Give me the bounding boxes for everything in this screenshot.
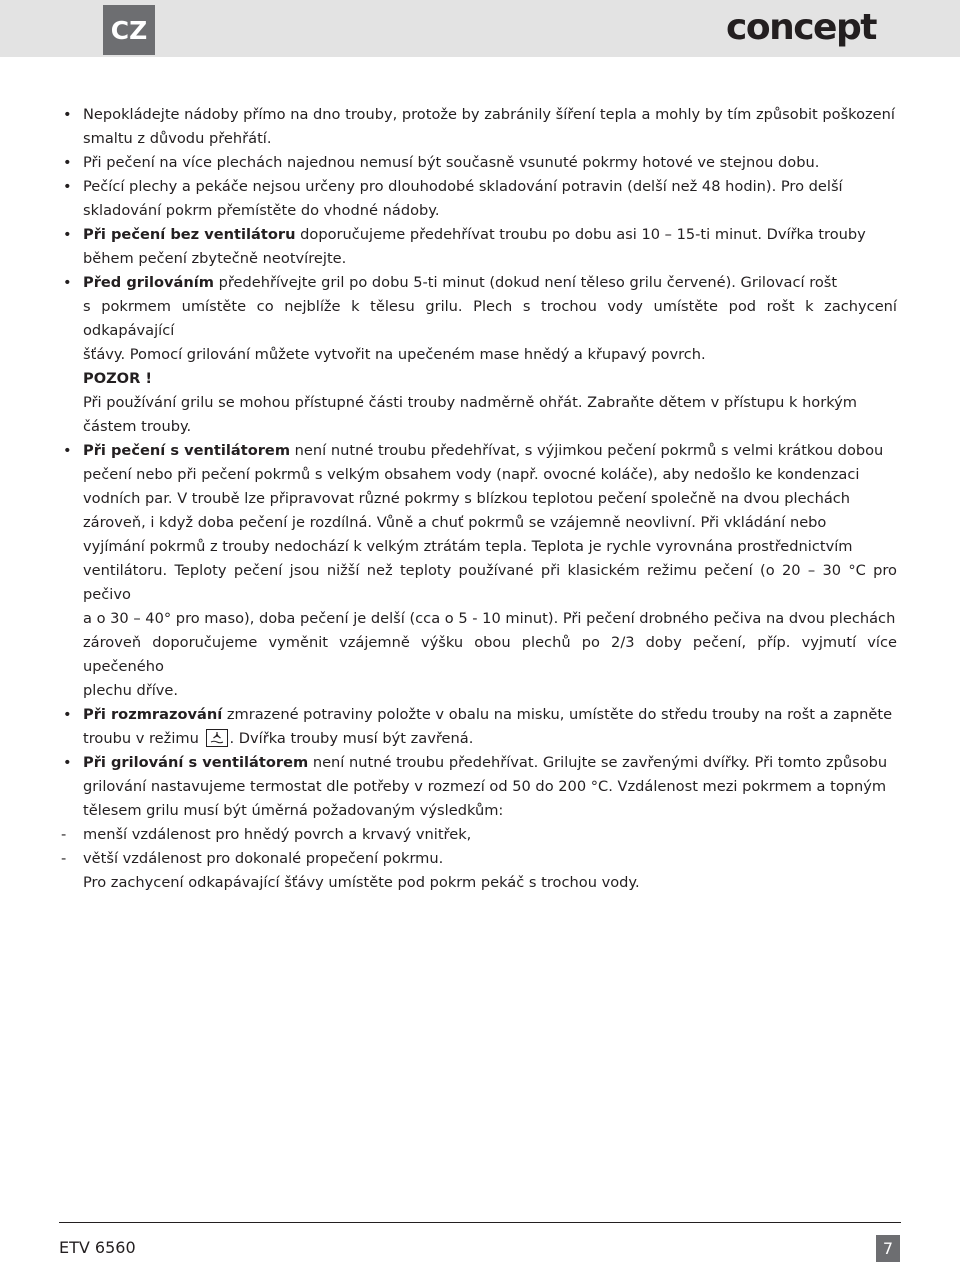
bullet-marker: • xyxy=(63,154,72,171)
text-run: předehřívejte gril po dobu 5-ti minut (dokud není těleso grilu červené). Grilovací rošt xyxy=(213,274,838,291)
footer-divider xyxy=(59,1222,901,1223)
text-line xyxy=(83,223,897,247)
dash-marker: - xyxy=(61,826,67,843)
text-line: větší vzdálenost pro dokonalé propečení pokrmu. xyxy=(83,850,444,867)
bold-lead: Při pečení s ventilátorem xyxy=(83,442,291,459)
text-line: zároveň, i když doba pečení je rozdílná. Vůně a chuť pokrmů se vzájemně neovlivní. Při vkládání nebo xyxy=(83,514,827,531)
bold-lead: Při rozmrazování xyxy=(83,706,223,723)
dash-item xyxy=(59,847,897,871)
warning-line: částem trouby. xyxy=(83,418,192,435)
text-run: není nutné troubu předehřívat, s výjimkou pečení pokrmů s velmi krátkou dobou xyxy=(290,442,884,459)
list-item xyxy=(59,439,897,703)
text-line xyxy=(83,703,897,727)
language-badge: CZ xyxy=(103,5,155,55)
text-line: menší vzdálenost pro hnědý povrch a krvavý vnitřek, xyxy=(83,826,472,843)
list-item xyxy=(59,271,897,439)
text-run: troubu v režimu xyxy=(83,730,199,747)
text-line: Nepokládejte nádoby přímo na dno trouby, protože by zabránily šíření tepla a mohly by tím způsobit poškození xyxy=(83,106,895,123)
bullet-marker: • xyxy=(63,442,72,459)
text-line: během pečení zbytečně neotvírejte. xyxy=(83,250,347,267)
bullet-marker: • xyxy=(63,274,72,291)
list-item xyxy=(59,151,897,175)
bold-lead: Před grilováním xyxy=(83,274,214,291)
bold-lead: Při grilování s ventilátorem xyxy=(83,754,309,771)
text-line: vyjímání pokrmů z trouby nedochází k velkým ztrátám tepla. Teplota je rychle vyrovnána prostřednictvím xyxy=(83,538,853,555)
list-item xyxy=(59,751,897,823)
text-line: plechu dříve. xyxy=(83,682,179,699)
list-item xyxy=(59,703,897,751)
list-item xyxy=(59,103,897,151)
text-line: tělesem grilu musí být úměrná požadovaným výsledkům: xyxy=(83,802,504,819)
text-run: doporučujeme předehřívat troubu po dobu asi 10 – 15-ti minut. Dvířka trouby xyxy=(295,226,866,243)
text-line xyxy=(83,751,897,775)
text-line: a o 30 – 40° pro maso), doba pečení je delší (cca o 5 - 10 minut). Při pečení drobného pečiva na dvou plechách xyxy=(83,610,896,627)
list-item xyxy=(59,175,897,223)
text-line: Pečící plechy a pekáče nejsou určeny pro dlouhodobé skladování potravin (delší než 48 hodin). Pro delší xyxy=(83,178,843,195)
text-line xyxy=(83,727,897,751)
instructions-list xyxy=(59,103,897,895)
text-line: skladování pokrm přemístěte do vhodné nádoby. xyxy=(83,202,440,219)
text-line xyxy=(83,271,897,295)
list-item xyxy=(59,223,897,271)
dash-marker: - xyxy=(61,850,67,867)
dash-item xyxy=(59,823,897,847)
text-line: pečení nebo při pečení pokrmů s velkým obsahem vody (např. ovocné koláče), aby nedošlo ke kondenzaci xyxy=(83,466,860,483)
text-line: vodních par. V troubě lze připravovat různé pokrmy s blízkou teplotou pečení společně na dvou plechách xyxy=(83,490,851,507)
bullet-marker: • xyxy=(63,178,72,195)
bullet-marker: • xyxy=(63,226,72,243)
text-line: grilování nastavujeme termostat dle potřeby v rozmezí od 50 do 200 °C. Vzdálenost mezi pokrmem a topným xyxy=(83,778,887,795)
text-line: Pro zachycení odkapávající šťávy umístěte pod pokrm pekáč s trochou vody. xyxy=(83,874,640,891)
model-number: ETV 6560 xyxy=(59,1238,136,1257)
text-line: zároveň doporučujeme vyměnit vzájemně výšku obou plechů po 2/3 doby pečení, příp. vyjmutí více upečeného xyxy=(83,634,897,675)
defrost-fan-icon xyxy=(206,729,228,747)
text-line: Při pečení na více plechách najednou nemusí být současně vsunuté pokrmy hotové ve stejnou dobu. xyxy=(83,154,820,171)
text-line: ventilátoru. Teploty pečení jsou nižší než teploty používané při klasickém režimu pečení (o 20 – 30 °C pro pečivo xyxy=(83,562,897,603)
text-line: šťávy. Pomocí grilování můžete vytvořit na upečeném mase hnědý a křupavý povrch. xyxy=(83,346,706,363)
bold-lead: Při pečení bez ventilátoru xyxy=(83,226,296,243)
text-line: smaltu z důvodu přehřátí. xyxy=(83,130,272,147)
text-run: není nutné troubu předehřívat. Grilujte se zavřenými dvířky. Při tomto způsobu xyxy=(308,754,888,771)
text-line xyxy=(83,439,897,463)
bullet-marker: • xyxy=(63,106,72,123)
text-run: . Dvířka trouby musí být zavřená. xyxy=(229,730,474,747)
text-line: s pokrmem umístěte co nejblíže k tělesu grilu. Plech s trochou vody umístěte pod rošt k zachycení odkapávající xyxy=(83,298,897,339)
warning-line: Při používání grilu se mohou přístupné části trouby nadměrně ohřát. Zabraňte dětem v přístupu k horkým xyxy=(83,394,858,411)
bullet-marker: • xyxy=(63,706,72,723)
closing-note xyxy=(59,871,897,895)
page-number: 7 xyxy=(876,1235,900,1262)
warning-title: POZOR ! xyxy=(83,370,153,387)
brand-logo: concept xyxy=(726,7,876,48)
text-run: zmrazené potraviny položte v obalu na misku, umístěte do středu trouby na rošt a zapněte xyxy=(222,706,893,723)
bullet-marker: • xyxy=(63,754,72,771)
